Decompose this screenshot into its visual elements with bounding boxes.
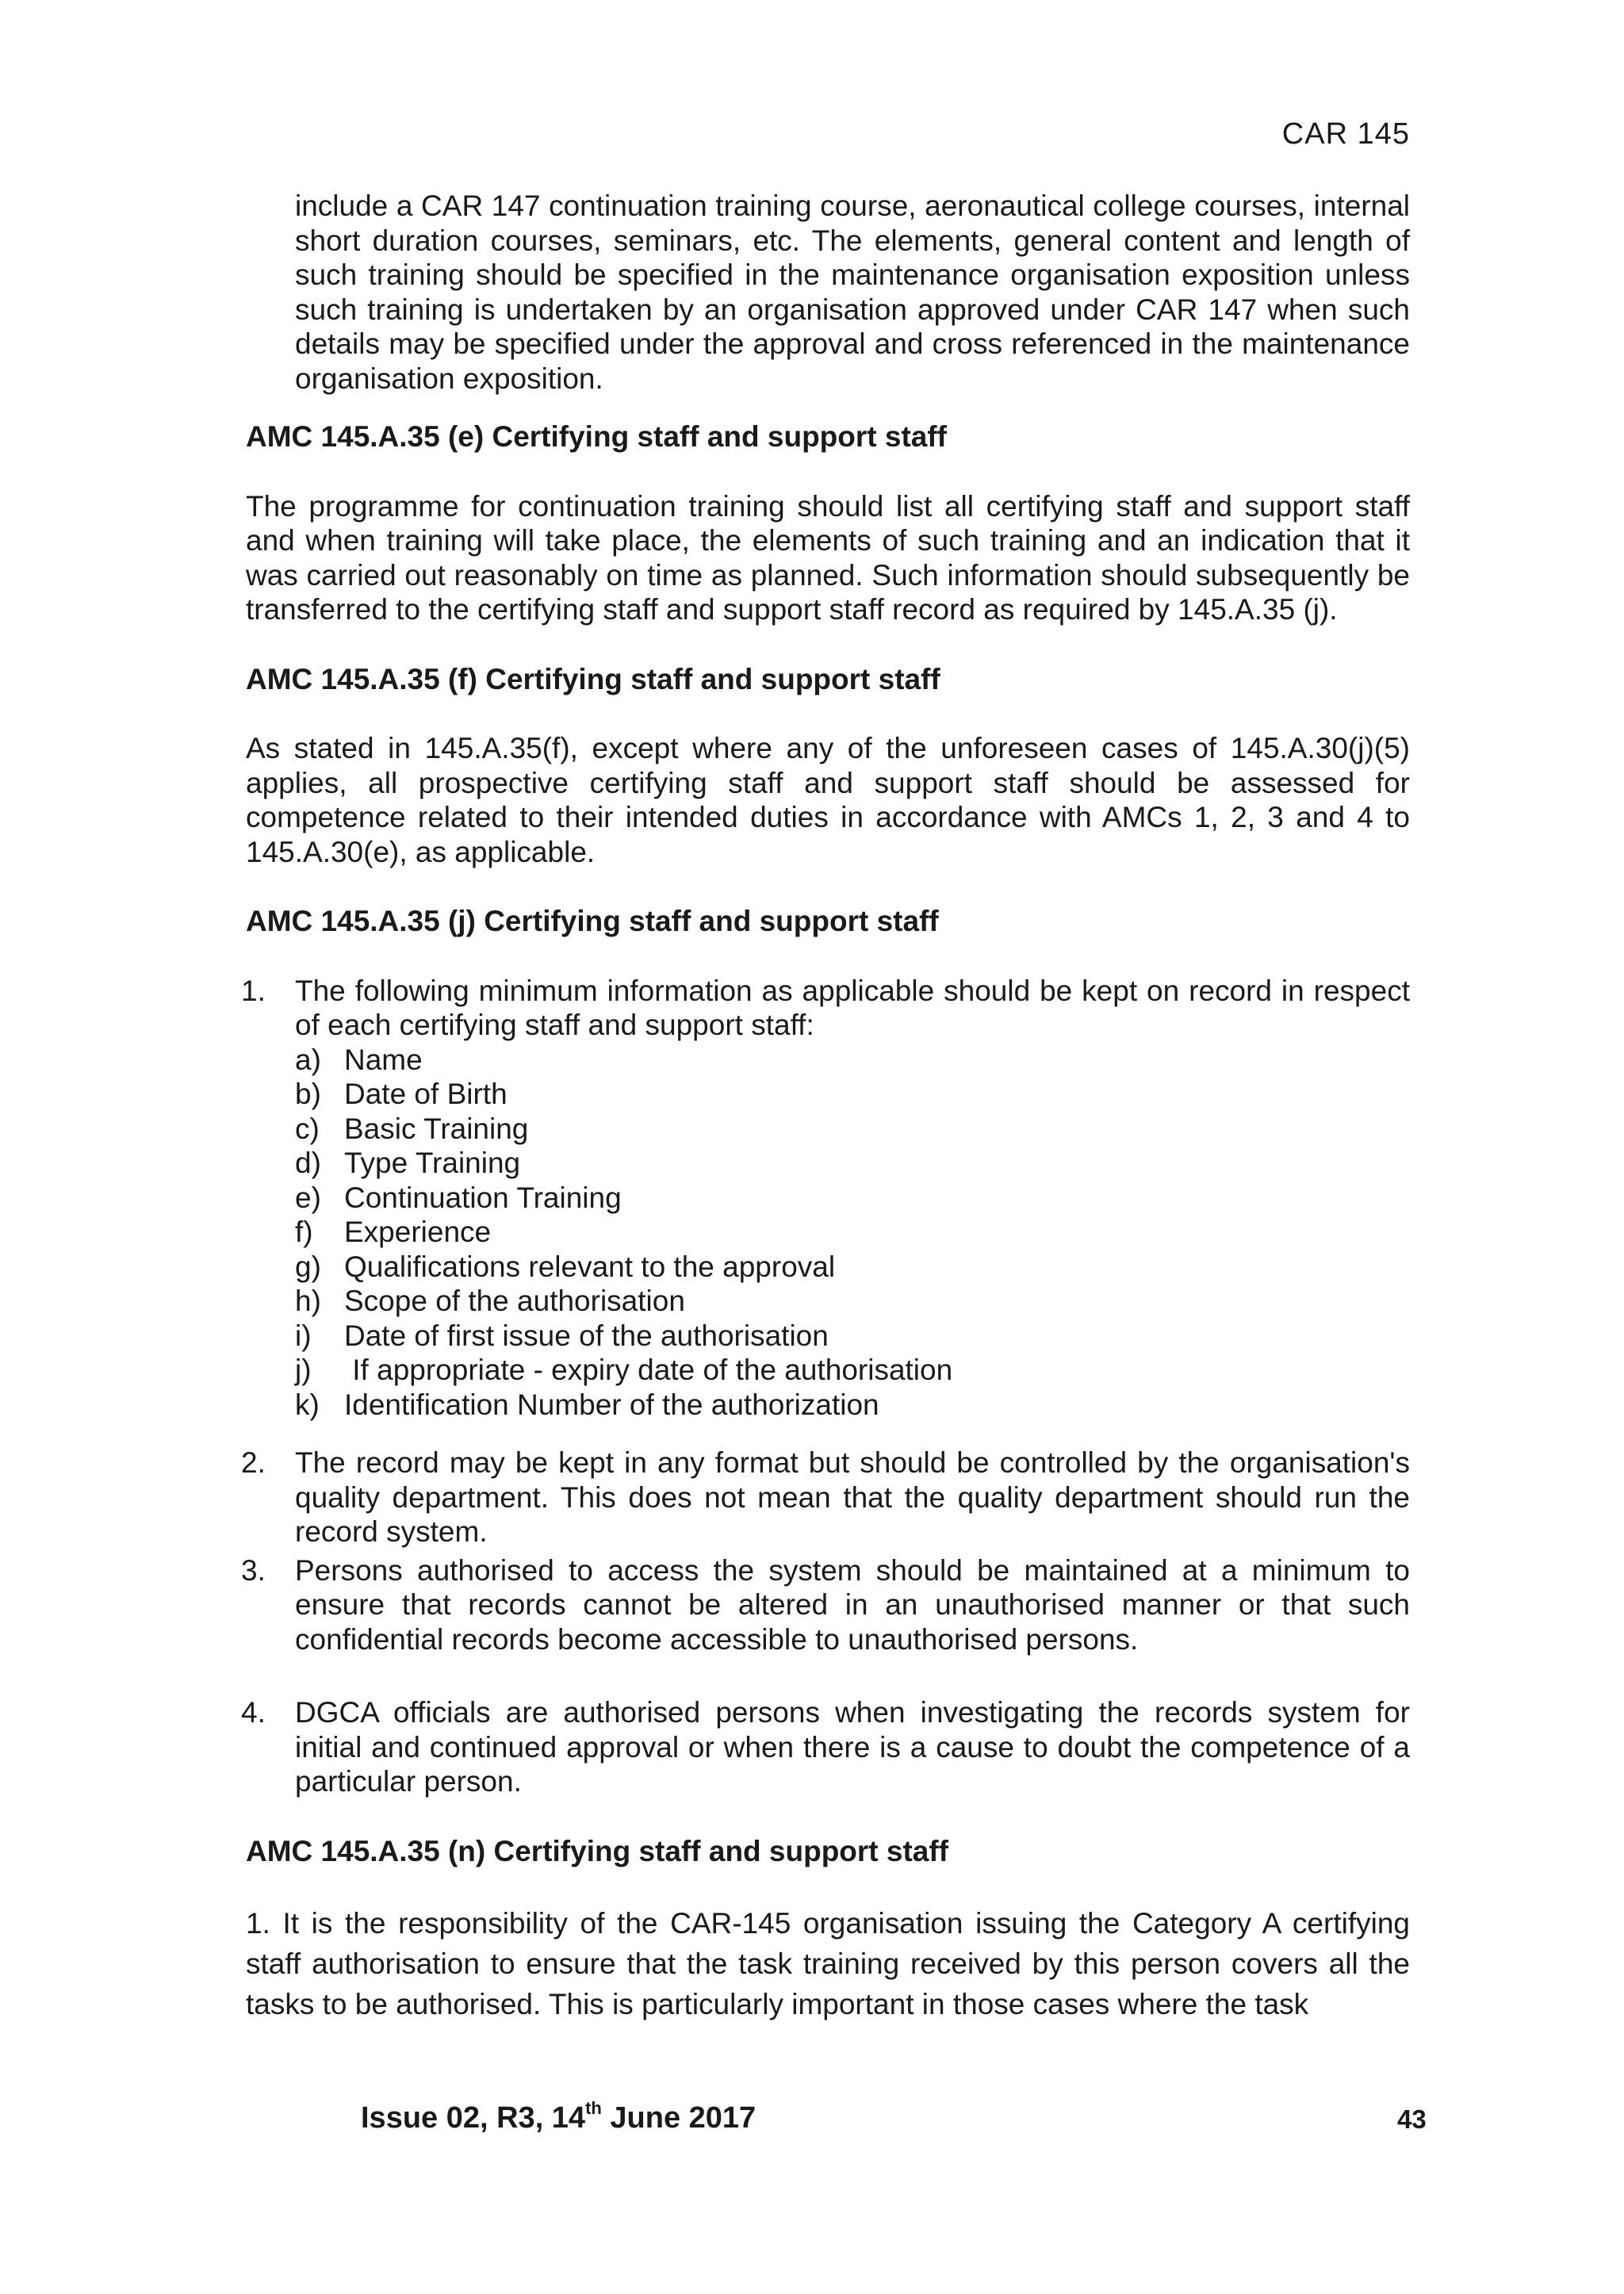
list-item-number: 4. (241, 1696, 266, 1729)
section-e-heading: AMC 145.A.35 (e) Certifying staff and support staff (246, 420, 948, 453)
list-item-text: The following minimum information as applicable should be kept on record in respect of each certifying staff and support staff: (295, 974, 1410, 1041)
issue-footer: Issue 02, R3, 14th June 2017 (361, 2098, 756, 2135)
page-number: 43 (1397, 2104, 1427, 2134)
section-e-body: The programme for continuation training should list all certifying staff and support staff and when training will take place, the elements of such training and an indication that it was carried out reasonably on time as planned. Such information should subsequently be transferred to the certifying staff and support staff record as required by 145.A.35 (j). (246, 489, 1410, 626)
list-item-number: 3. (241, 1553, 266, 1587)
sub-list-item: k) Identification Number of the authorization (295, 1388, 879, 1421)
section-n-body: 1. It is the responsibility of the CAR-145 organisation issuing the Category A certifying staff authorisation to ensure that the task training received by this person covers all the tasks to be authorised. This is particularly important in those cases where the task (246, 1907, 1410, 2020)
list-item-number: 1. (241, 974, 266, 1007)
list-item (241, 1446, 1410, 1549)
sub-list-item: f) Experience (295, 1216, 492, 1248)
list-item (241, 1553, 1410, 1657)
sub-list-item: d) Type Training (295, 1147, 521, 1179)
list-item-number: 2. (241, 1446, 266, 1479)
section-j-list (241, 974, 1410, 1799)
sub-list-item: h) Scope of the authorisation (295, 1285, 685, 1317)
sub-list-item: b) Date of Birth (295, 1078, 508, 1110)
intro-paragraph: include a CAR 147 continuation training course, aeronautical college courses, internal short duration courses, seminars, etc. The elements, general content and length of such training should be specified in the maintenance organisation exposition unless such training is undertaken by an organisation approved under CAR 147 when such details may be specified under the approval and cross referenced in the maintenance organisation exposition. (295, 190, 1410, 395)
record-fields-list (295, 1043, 1410, 1423)
sub-list-item: c) Basic Training (295, 1112, 529, 1145)
sub-list-item: a) Name (295, 1043, 423, 1076)
list-item-text: Persons authorised to access the system should be maintained at a minimum to ensure that records cannot be altered in an unauthorised manner or that such confidential records become accessible to unauthorised persons. (295, 1553, 1410, 1656)
section-f-heading: AMC 145.A.35 (f) Certifying staff and support staff (246, 662, 940, 695)
sub-list-item: e) Continuation Training (295, 1181, 622, 1214)
list-item-text: The record may be kept in any format but should be controlled by the organisation's quality department. This does not mean that the quality department should run the record system. (295, 1446, 1410, 1548)
sub-list-item: i) Date of first issue of the authorisation (295, 1319, 829, 1352)
document-id-header: CAR 145 (1281, 117, 1410, 151)
list-item (241, 974, 1410, 1423)
document-body (241, 189, 1410, 2024)
section-j-heading: AMC 145.A.35 (j) Certifying staff and support staff (246, 905, 939, 937)
sub-list-item: g) Qualifications relevant to the approval (295, 1250, 836, 1283)
sub-list-item: j) If appropriate - expiry date of the authorisation (295, 1354, 953, 1386)
section-n-heading: AMC 145.A.35 (n) Certifying staff and support staff (246, 1834, 949, 1867)
list-item-text: DGCA officials are authorised persons when investigating the records system for initial and continued approval or when there is a cause to doubt the competence of a particular person. (295, 1696, 1410, 1798)
list-item (241, 1695, 1410, 1799)
section-f-body: As stated in 145.A.35(f), except where any of the unforeseen cases of 145.A.30(j)(5) applies, all prospective certifying staff and support staff should be assessed for competence related to their intended duties in accordance with AMCs 1, 2, 3 and 4 to 145.A.30(e), as applicable. (246, 732, 1410, 868)
